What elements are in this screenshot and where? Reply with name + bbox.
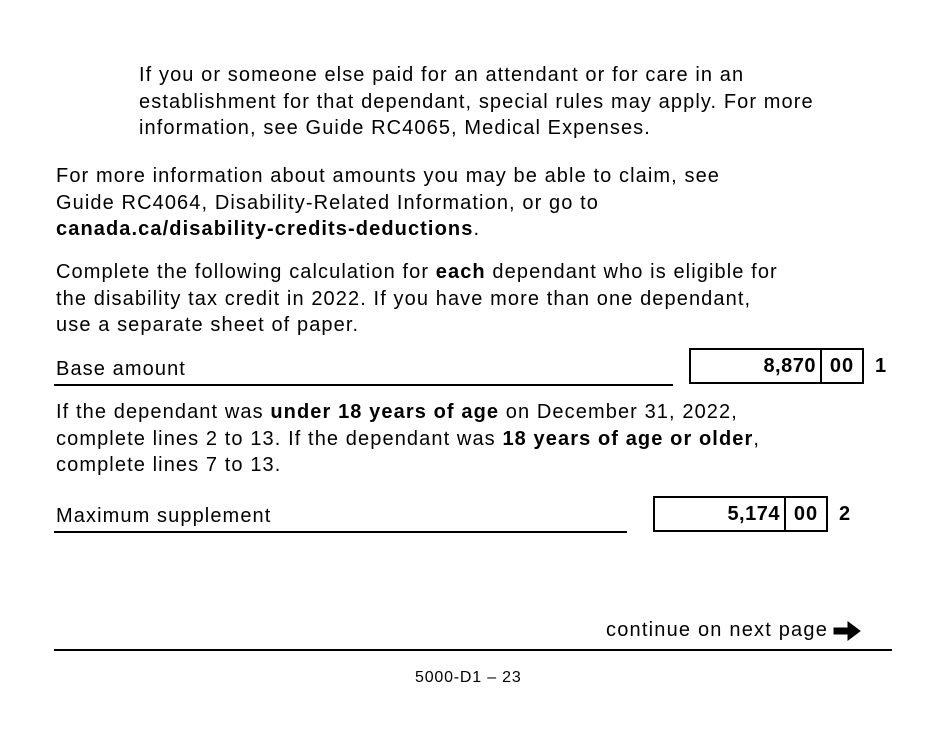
page-footer-rule <box>54 649 892 651</box>
disability-credits-link[interactable]: canada.ca/disability-credits-deductions <box>56 218 474 240</box>
calc-line-2: the disability tax credit in 2022. If you have more than one dependant, <box>56 287 752 310</box>
attendant-note-line-2: establishment for that dependant, special rules may apply. For more <box>139 90 814 113</box>
calc-line-3: use a separate sheet of paper. <box>56 314 360 336</box>
base-amount-rule <box>54 384 673 386</box>
maximum-supplement-field[interactable] <box>653 496 828 532</box>
maximum-supplement-rule <box>54 531 627 533</box>
more-info-paragraph <box>56 163 720 243</box>
base-amount-dollars: 8,870 <box>691 350 822 382</box>
age-rule-paragraph <box>56 399 760 479</box>
base-amount-label: Base amount <box>56 358 186 380</box>
continue-text: continue on next page <box>606 619 829 641</box>
form-page-number: 5000-D1 – 23 <box>415 669 522 686</box>
maximum-supplement-cents: 00 <box>793 503 819 525</box>
arrow-right-icon <box>832 620 862 642</box>
base-amount-cents: 00 <box>829 355 855 377</box>
line-number-2: 2 <box>839 503 851 525</box>
attendant-note-line-1: If you or someone else paid for an attendant or for care in an <box>139 64 745 86</box>
attendant-note-line-3: information, see Guide RC4065, Medical Expenses. <box>139 117 651 139</box>
calc-line-1: Complete the following calculation for each dependant who is eligible for <box>56 261 778 283</box>
calculation-instructions <box>56 259 778 339</box>
age-rule-line-2: complete lines 2 to 13. If the dependant was 18 years of age or older, <box>56 427 761 450</box>
maximum-supplement-dollars: 5,174 <box>655 498 786 530</box>
more-info-line-1: For more information about amounts you may be able to claim, see <box>56 165 721 187</box>
age-rule-line-3: complete lines 7 to 13. <box>56 454 282 476</box>
age-rule-line-1: If the dependant was under 18 years of age on December 31, 2022, <box>56 401 738 423</box>
more-info-line-3: canada.ca/disability-credits-deductions. <box>56 218 481 240</box>
maximum-supplement-label: Maximum supplement <box>56 505 272 527</box>
more-info-line-2: Guide RC4064, Disability-Related Information, or go to <box>56 191 599 214</box>
continue-next-page <box>606 619 862 642</box>
base-amount-field[interactable] <box>689 348 864 384</box>
attendant-care-note <box>139 62 814 142</box>
line-number-1: 1 <box>875 355 887 377</box>
